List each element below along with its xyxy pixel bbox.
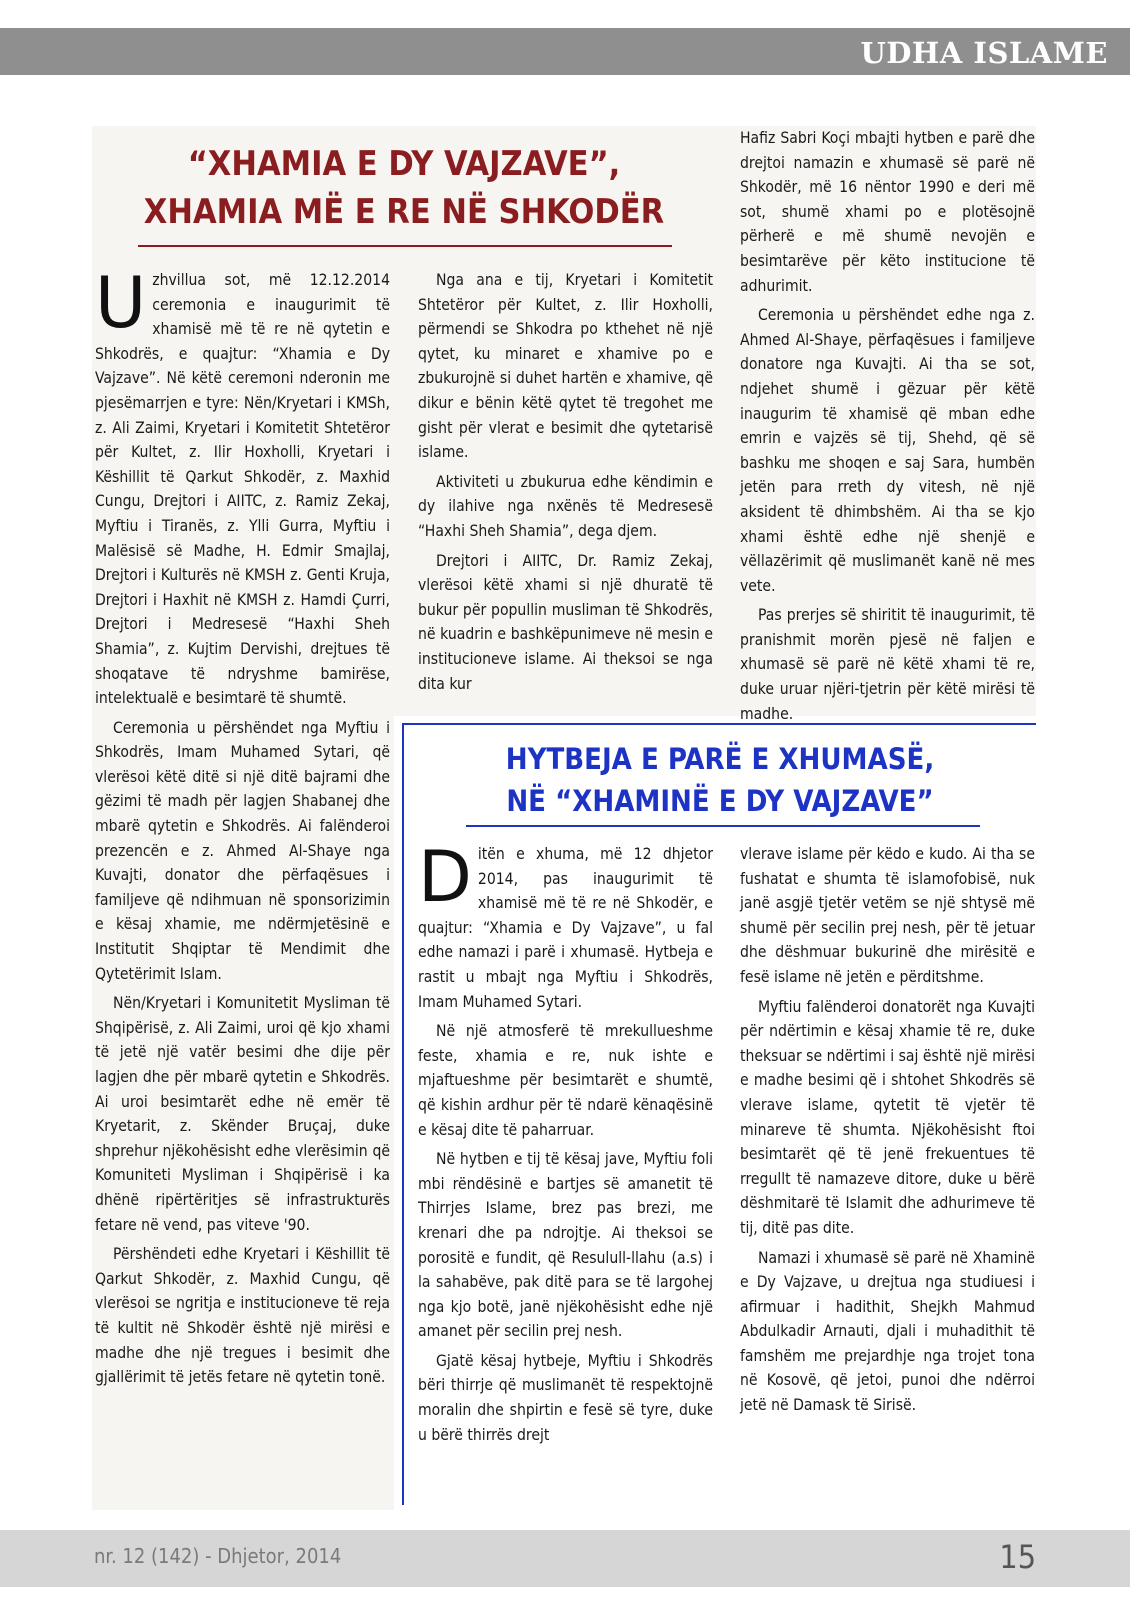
article2-title-line2: NË “XHAMINË E DY VAJZAVE” bbox=[506, 784, 934, 818]
article1-paragraph: Nën/Kryetari i Komunitetit Mysliman të Shqipërisë, z. Ali Zaimi, uroi që kjo xhami të jetë një vatër besimi dhe dije për lagjen dhe për mbarë qytetin e Shkodrës. Ai uroi besimtarët edhe në emër të Kryetarit, z. Skënder Bruçaj, duke shprehur njëkohësisht edhe vlerësimin që Komuniteti Mysliman i Shqipërisë i ka dhënë ripërtëritjes së infrastrukturës fetare në vend, pas viteve '90. bbox=[95, 994, 390, 1234]
article2-box-top-border bbox=[402, 723, 1036, 725]
article2-paragraph: Ditën e xhuma, më 12 dhjetor 2014, pas inaugurimit të xhamisë më të re në Shkodër, e quajtur: “Xhamia e Dy Vajzave”, u fal edhe namazi i parë i xhumasë. Hytbeja e rastit u mbajt nga Myftiu i Shkodrës, Imam Muhamed Sytari. bbox=[418, 836, 713, 1011]
article1-column-3 bbox=[740, 126, 1035, 731]
magazine-title: UDHA ISLAME bbox=[860, 36, 1108, 70]
article1-paragraph: Pas prerjes së shiritit të inaugurimit, të pranishmit morën pjesë në faljen e xhumasë së parë në këtë xhami të re, duke uruar njëri-tjetrin për këtë mirësi të madhe. bbox=[740, 606, 1035, 723]
article1-title bbox=[96, 140, 712, 236]
article2-title bbox=[440, 738, 1000, 822]
article1-paragraph: Drejtori i AIITC, Dr. Ramiz Zekaj, vlerësoi këtë xhami si një dhuratë të bukur për popullin musliman të Shkodrës, në kuadrin e bashkëpunimeve në mesin e institucioneve islame. Ai theksoi se nga dita kur bbox=[418, 551, 713, 693]
article1-paragraph: Përshëndeti edhe Kryetari i Këshillit të Qarkut Shkodër, z. Maxhid Cungu, që vlerësoi se ngritja e institucioneve të reja të kultit në Shkodër është një mirësi e madhe dhe një tregues i besimit dhe gjallërimit të jetës fetare në qytetin tonë. bbox=[95, 1245, 390, 1387]
article2-paragraph: Në një atmosferë të mrekullueshme feste, xhamia e re, nuk ishte e mjaftueshme për besimtarët e shumtë, që kishin ardhur për të ndarë kënaqësinë e kësaj dite të paharruar. bbox=[418, 1022, 713, 1139]
article2-paragraph: vlerave islame për këdo e kudo. Ai tha se fushatat e shumta të islamofobisë, nuk janë asgjë tjetër vetëm se një shtysë më shumë për secilin prej nesh, për të jetuar dhe dëshmuar bukurinë dhe mirësitë e fesë islame në jetën e përditshme. bbox=[740, 845, 1035, 986]
article1-paragraph: Aktiviteti u zbukurua edhe këndimin e dy ilahive nga nxënës të Medresesë “Haxhi Sheh Shamia”, dega djem. bbox=[418, 472, 713, 540]
article1-paragraph: Ceremonia u përshëndet edhe nga z. Ahmed Al-Shaye, përfaqësues i familjeve donatore nga Kuvajti. Ai tha se sot, ndjehet shumë i gëzuar për këtë inaugurim të xhamisë që mban edhe emrin e vajzës së tij, Shehd, që së bashku me shoqen e saj Sara, humbën jetën para rreth dy vitesh, në një aksident të dhimbshëm. Ai tha se kjo xhami është edhe një shenjë e vëllazërimit që muslimanët kanë në mes vete. bbox=[740, 306, 1035, 595]
article1-paragraph: Ceremonia u përshëndet nga Myftiu i Shkodrës, Imam Muhamed Sytari, që vlerësoi këtë ditë si një ditë bajrami dhe gëzimi të madh për lagjen Shabanej dhe mbarë qytetin e Shkodrës. Ai falënderoi prezencën e z. Ahmed Al-Shaye nga Kuvajti, donator dhe përfaqësues i familjeve që ndihmuan në sponsorizimin e kësaj xhamie, me ndërmjetësinë e Institutit Shqiptar të Mendimit dhe Qytetërimit Islam. bbox=[95, 718, 390, 983]
page-number: 15 bbox=[999, 1538, 1036, 1576]
article1-title-line2: XHAMIA MË E RE NË SHKODËR bbox=[143, 192, 665, 232]
article2-box-left-border bbox=[402, 723, 404, 1505]
article1-title-rule bbox=[138, 245, 672, 247]
footer-bar bbox=[0, 1530, 1130, 1587]
dropcap-u: U bbox=[95, 262, 147, 344]
article2-paragraph: Namazi i xhumasë së parë në Xhaminë e Dy Vajzave, u drejtua nga studiuesi i afirmuar i hadithit, Shejkh Mahmud Abdulkadir Arnauti, djali i muhadithit të famshëm me prejardhje nga trojet tona në Kosovë, që jetoi, punoi dhe ndërroi jetë në Damask të Sirisë. bbox=[740, 1248, 1035, 1415]
header-bar bbox=[0, 28, 1130, 75]
article2-title-line1: HYTBEJA E PARË E XHUMASË, bbox=[505, 742, 935, 776]
article1-paragraph: Hafiz Sabri Koçi mbajti hytben e parë dhe drejtoi namazin e xhumasë së parë në Shkodër, më 16 nëntor 1990 e deri më sot, shumë xhami po e plotësojnë përherë e më shumë nevojën e besimtarëve për këto institucione të adhurimit. bbox=[740, 129, 1035, 295]
article2-paragraph: Gjatë kësaj hytbeje, Myftiu i Shkodrës bëri thirrje që muslimanët të respektojnë moralin dhe shpirtin e fesë së tyre, duke u bërë thirrës drejt bbox=[418, 1351, 713, 1444]
article2-column-2 bbox=[740, 842, 1035, 1423]
article2-paragraph: Në hytben e tij të kësaj jave, Myftiu foli mbi rëndësinë e bartjes së amanetit të Thirrjes Islame, brez pas brezi, me krenari dhe pa ndrojtje. Ai theksoi se porositë e fundit, që Resulull-llahu (a.s) i la sahabëve, pak ditë para se të largohej nga kjo botë, janë njëkohësisht edhe një amanet për secilin prej nesh. bbox=[418, 1150, 713, 1341]
issue-info: nr. 12 (142) - Dhjetor, 2014 bbox=[94, 1544, 342, 1568]
article2-paragraph: Myftiu falënderoi donatorët nga Kuvajti për ndërtimin e kësaj xhamie të re, duke theksuar se ndërtimi i saj është një mirësi e madhe besimi që i shtohet Shkodrës së vlerave islame, qytetit të vjetër të minareve të shumta. Njëkohësisht ftoi besimtarët që të jenë frekuentues të rregullt të namazeve ditore, duke u bërë dëshmitarë të Islamit dhe adhurimeve të tij, ditë pas dite. bbox=[740, 997, 1035, 1237]
article1-paragraph: Nga ana e tij, Kryetari i Komitetit Shtetëror për Kultet, z. Ilir Hoxholli, përmendi se Shkodra po kthehet në një qytet, ku minaret e xhamive po e zbukurojnë si duhet hartën e xhamive, që dikur e bënin këtë qytet të tregohet me gisht për vlerat e besimit dhe qytetarisë islame. bbox=[418, 271, 713, 462]
article2-title-rule bbox=[466, 825, 980, 827]
article1-title-line1: “XHAMIA E DY VAJZAVE”, bbox=[187, 144, 621, 184]
article1-paragraph: Uzhvillua sot, më 12.12.2014 ceremonia e inaugurimit të xhamisë më të re në qytetin e Shkodrës, e quajtur: “Xhamia e Dy Vajzave”. Në këtë ceremoni nderonin me pjesëmarrjen e tyre: Nën/Kryetari i KMSh, z. Ali Zaimi, Kryetari i Komitetit Shtetëror për Kultet, z. Ilir Hoxholli, Kryetari i Këshillit të Qarkut Shkodër, z. Maxhid Cungu, Drejtori i AIITC, z. Ramiz Zekaj, Myftiu i Tiranës, z. Ylli Gurra, Myftiu i Malësisë së Madhe, H. Edmir Smajlaj, Drejtori i Kulturës në KMSH z. Genti Kruja, Drejtori i Haxhit në KMSH z. Hamdi Çurri, Drejtori i Medresesë “Haxhi Sheh Shamia”, z. Kujtim Dervishi, drejtues të shoqatave të ndryshme bamirëse, intelektualë e besimtarë të shumtë. bbox=[95, 262, 390, 708]
article1-column-1 bbox=[95, 262, 390, 1395]
article1-column-2 bbox=[418, 268, 713, 701]
dropcap-d: D bbox=[418, 836, 472, 918]
article2-column-1 bbox=[418, 836, 713, 1452]
